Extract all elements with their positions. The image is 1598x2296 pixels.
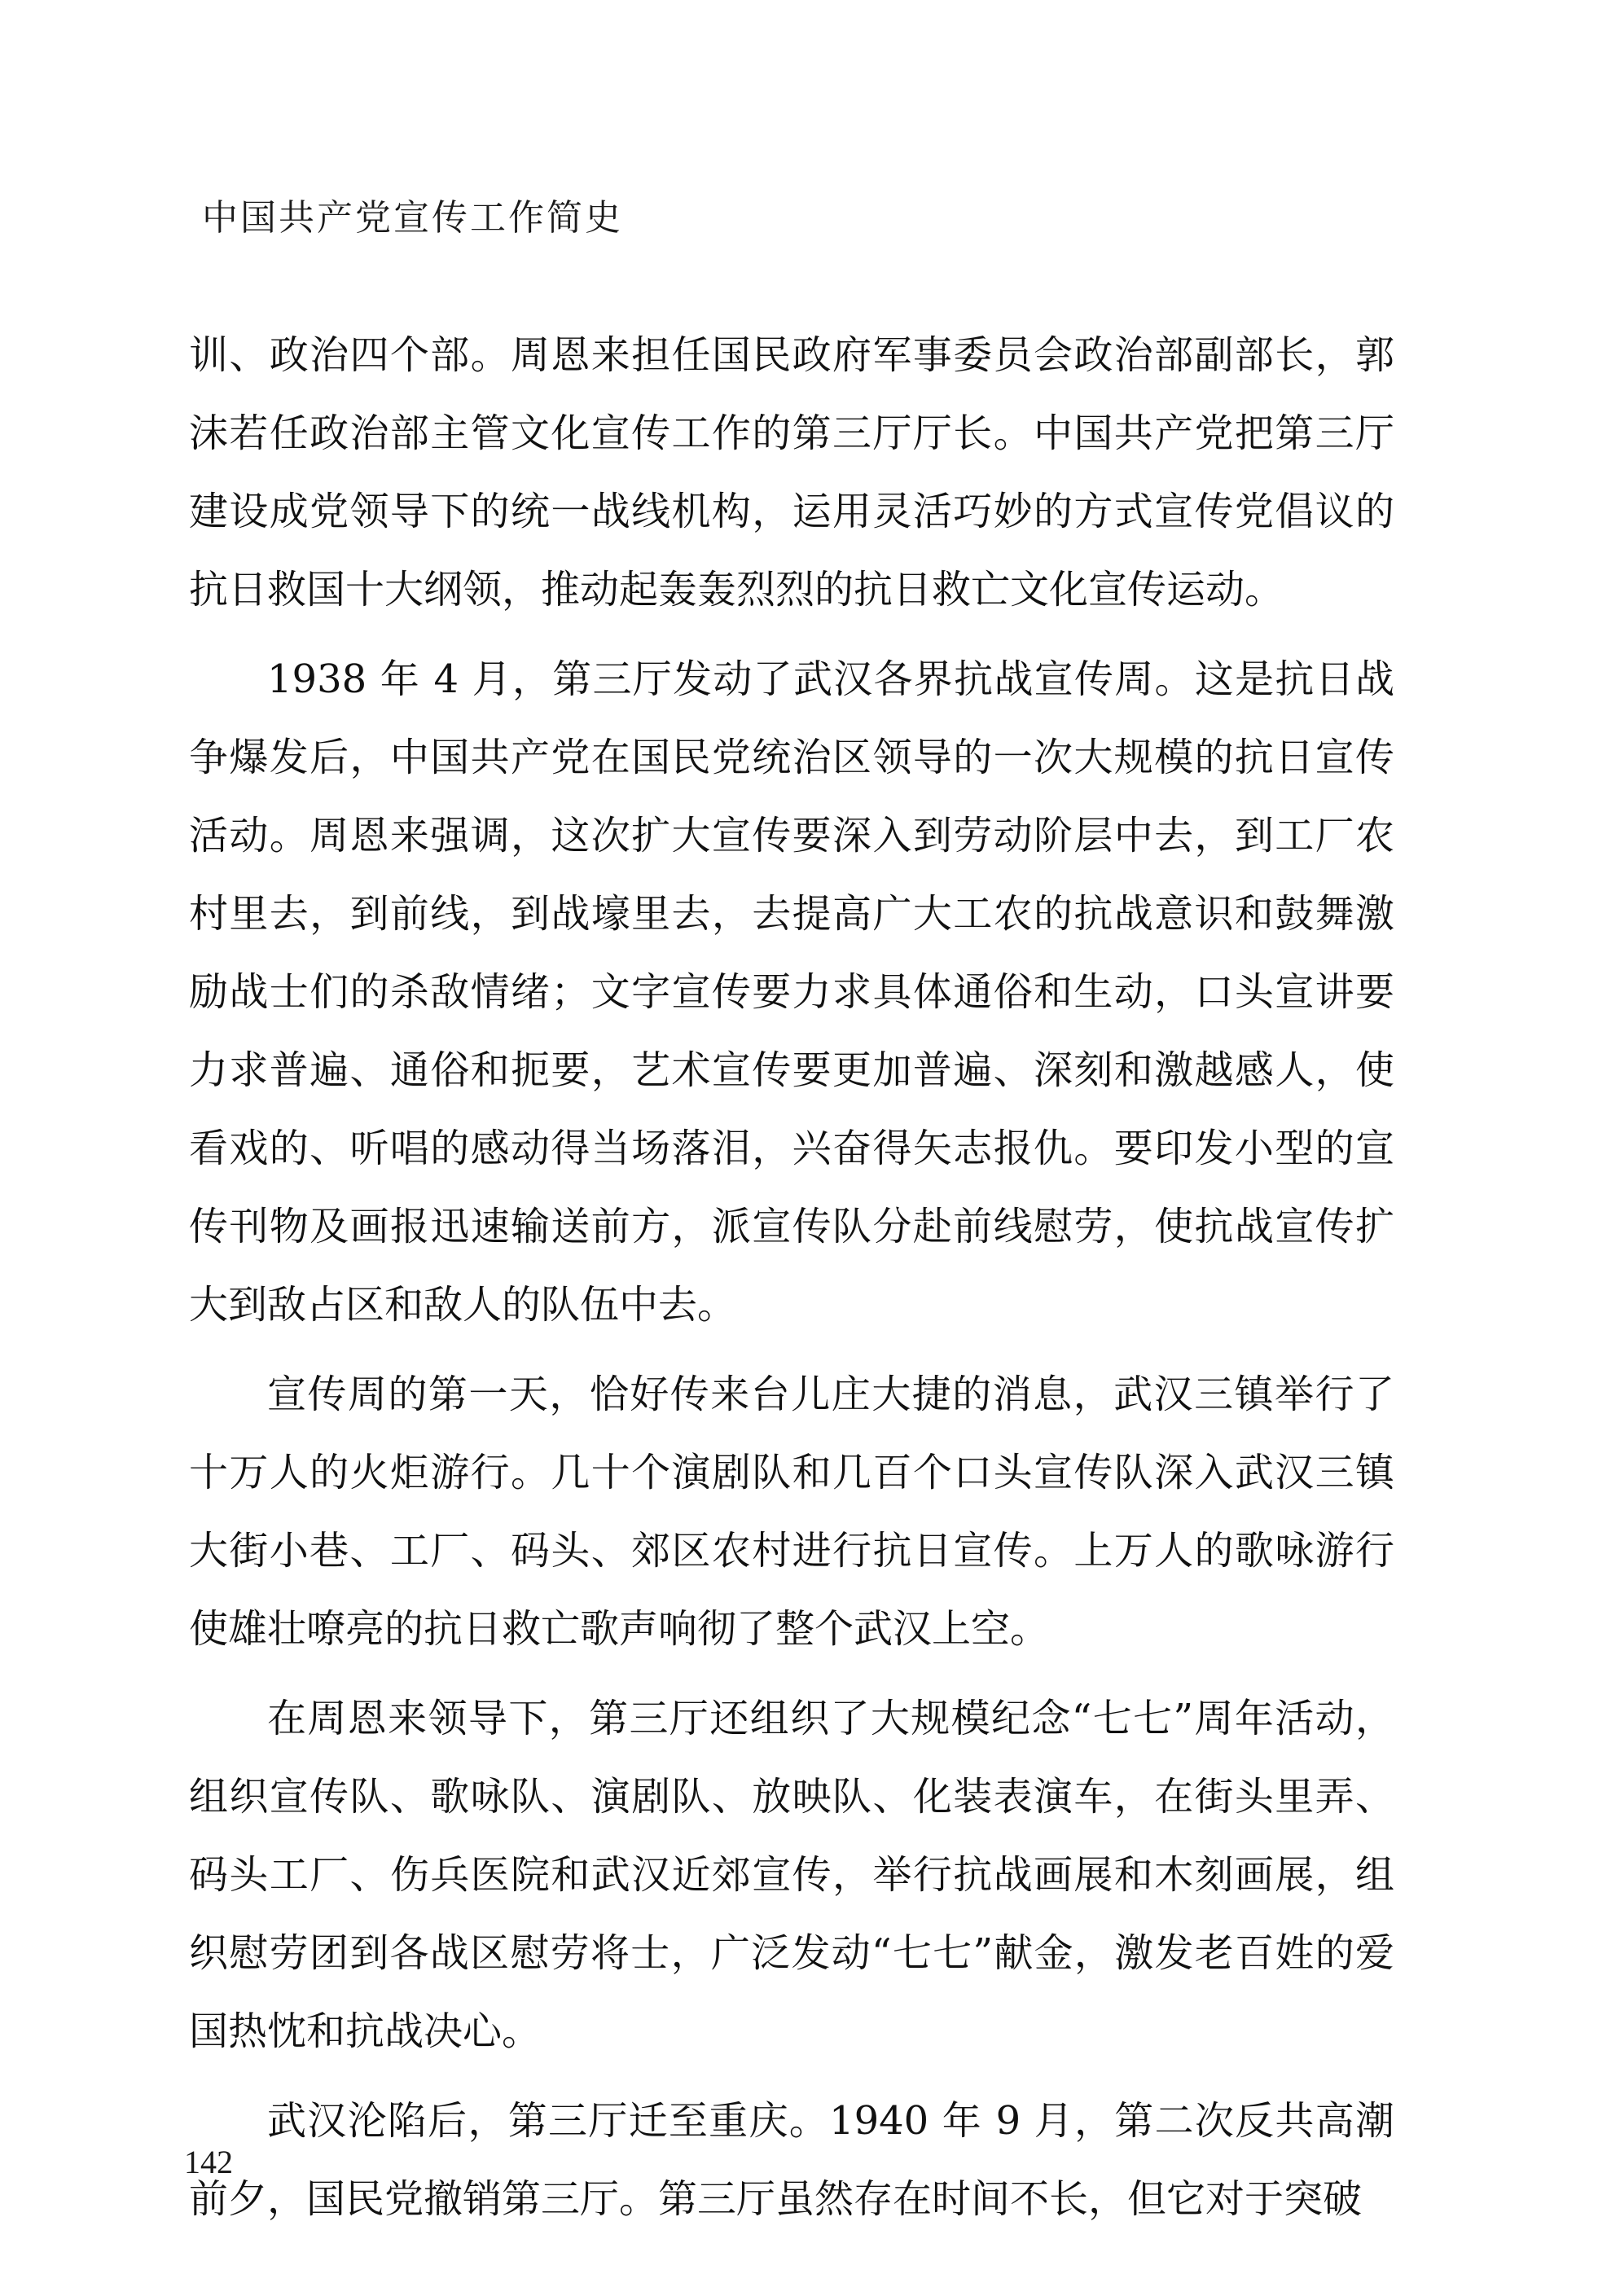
paragraph-july-seventh: 在周恩来领导下，第三厅还组织了大规模纪念“七七”周年活动，组织宣传队、歌咏队、演剧队、放映队、化装表演车，在街头里弄、码头工厂、伤兵医院和武汉近郊宣传，举行抗战画展和木刻画展，组织慰劳团到各战区慰劳将士，广泛发动“七七”献金，激发老百姓的爱国热忱和抗战决心。	[189, 1696, 1394, 2054]
body-text	[189, 316, 1394, 2250]
paragraph-first-day: 宣传周的第一天，恰好传来台儿庄大捷的消息，武汉三镇举行了十万人的火炬游行。几十个演剧队和几百个口头宣传队深入武汉三镇大街小巷、工厂、码头、郊区农村进行抗日宣传。上万人的歌咏游行使雄壮嘹亮的抗日救亡歌声响彻了整个武汉上空。	[189, 1372, 1394, 1652]
paragraph-propaganda-week: 1938 年 4 月，第三厅发动了武汉各界抗战宣传周。这是抗日战争爆发后，中国共产党在国民党统治区领导的一次大规模的抗日宣传活动。周恩来强调，这次扩大宣传要深入到劳动阶层中去，到工厂农村里去，到前线，到战壕里去，去提高广大工农的抗战意识和鼓舞激励战士们的杀敌情绪；文字宣传要力求具体通俗和生动，口头宣讲要力求普遍、通俗和扼要，艺术宣传要更加普遍、深刻和激越感人，使看戏的、听唱的感动得当场落泪，兴奋得矢志报仇。要印发小型的宣传刊物及画报迅速输送前方，派宣传队分赴前线慰劳，使抗战宣传扩大到敌占区和敌人的队伍中去。	[189, 656, 1394, 1328]
paragraph-chongqing: 武汉沦陷后，第三厅迁至重庆。1940 年 9 月，第二次反共高潮前夕，国民党撤销第三厅。第三厅虽然存在时间不长，但它对于突破	[189, 2098, 1394, 2222]
page-number: 142	[184, 2144, 233, 2180]
paragraph-continued: 训、政治四个部。周恩来担任国民政府军事委员会政治部副部长，郭沫若任政治部主管文化宣传工作的第三厅厅长。中国共产党把第三厅建设成党领导下的统一战线机构，运用灵活巧妙的方式宣传党倡议的抗日救国十大纲领，推动起轰轰烈烈的抗日救亡文化宣传运动。	[189, 332, 1394, 612]
running-header-title: 中国共产党宣传工作简史	[202, 197, 623, 239]
